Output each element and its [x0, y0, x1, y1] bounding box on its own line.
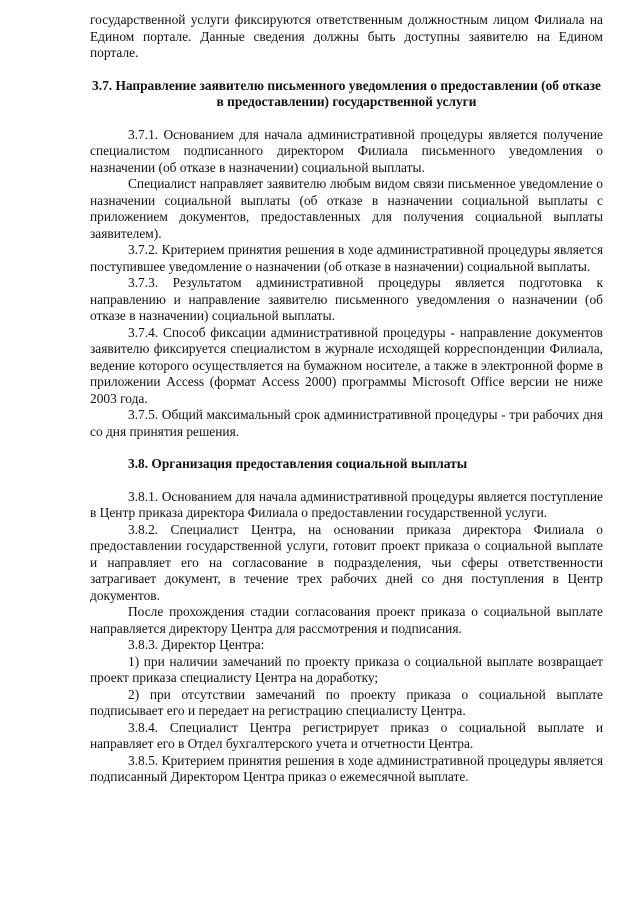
paragraph-3-8-2: 3.8.2. Специалист Центра, на основании приказа директора Филиала о предоставлении государственной услуги, готовит проект приказа о социальной выплате и направляет его на согласование в подразделения, чьи сферы ответственности затрагивает документ, в течение трех рабочих дней со дня поступления в Центр документов.	[90, 521, 603, 603]
section-3-7-heading: 3.7. Направление заявителю письменного уведомления о предоставлении (об отказе в предоставлении) государственной услуги	[92, 77, 601, 109]
paragraph-3-8-3: 3.8.3. Директор Центра:	[128, 637, 265, 652]
paragraph-3-7-2: 3.7.2. Критерием принятия решения в ходе административной процедуры является поступившее уведомление о назначении (об отказе в назначении) социальной выплаты.	[90, 242, 603, 274]
list-item-1: 1) при наличии замечаний по проекту приказа о социальной выплате возвращает проект приказа специалисту Центра на доработку;	[90, 653, 603, 685]
paragraph-3-7-5: 3.7.5. Общий максимальный срок административной процедуры - три рабочих дня со дня принятия решения.	[90, 407, 603, 439]
document-page	[90, 12, 603, 786]
paragraph-3-7-1: 3.7.1. Основанием для начала административной процедуры является получение специалистом подписанного директором Филиала письменного уведомления о назначении (об отказе в назначении) социальной выплаты.	[90, 126, 603, 175]
paragraph-3-8-1: 3.8.1. Основанием для начала административной процедуры является поступление в Центр приказа директора Филиала о предоставлении государственной услуги.	[90, 488, 603, 520]
paragraph-3-8-5: 3.8.5. Критерием принятия решения в ходе административной процедуры является подписанный Директором Центра приказ о ежемесячной выплате.	[90, 752, 603, 784]
paragraph-3-8-4: 3.8.4. Специалист Центра регистрирует приказ о социальной выплате и направляет его в Отдел бухгалтерского учета и отчетности Центра.	[90, 719, 603, 751]
list-item-2: 2) при отсутствии замечаний по проекту приказа о социальной выплате подписывает его и передает на регистрацию специалисту Центра.	[90, 686, 603, 718]
section-3-8-heading: 3.8. Организация предоставления социальной выплаты	[128, 456, 468, 471]
paragraph-3-7-4: 3.7.4. Способ фиксации административной процедуры - направление документов заявителю фиксируется специалистом в журнале исходящей корреспонденции Филиала, ведение которого осуществляется на бумажном носителе, а также в электронной форме в приложении Access (формат Access 2000) программы Microsoft Office версии не ниже 2003 года.	[90, 324, 603, 406]
intro-paragraph: государственной услуги фиксируются ответственным должностным лицом Филиала на Едином портале. Данные сведения должны быть доступны заявителю на Едином портале.	[90, 12, 603, 60]
paragraph-3-7-3: 3.7.3. Результатом административной процедуры является подготовка к направлению и направление заявителю письменного уведомления о назначении (об отказе в назначении) социальной выплаты.	[90, 275, 603, 323]
paragraph-3-8-2-cont: После прохождения стадии согласования проект приказа о социальной выплате направляется директору Центра для рассмотрения и подписания.	[90, 604, 603, 636]
paragraph-3-7-1-cont: Специалист направляет заявителю любым видом связи письменное уведомление о назначении социальной выплаты (об отказе в назначении социальной выплаты с приложением документов, предоставленных для получения социальной выплаты заявителем).	[90, 176, 603, 241]
